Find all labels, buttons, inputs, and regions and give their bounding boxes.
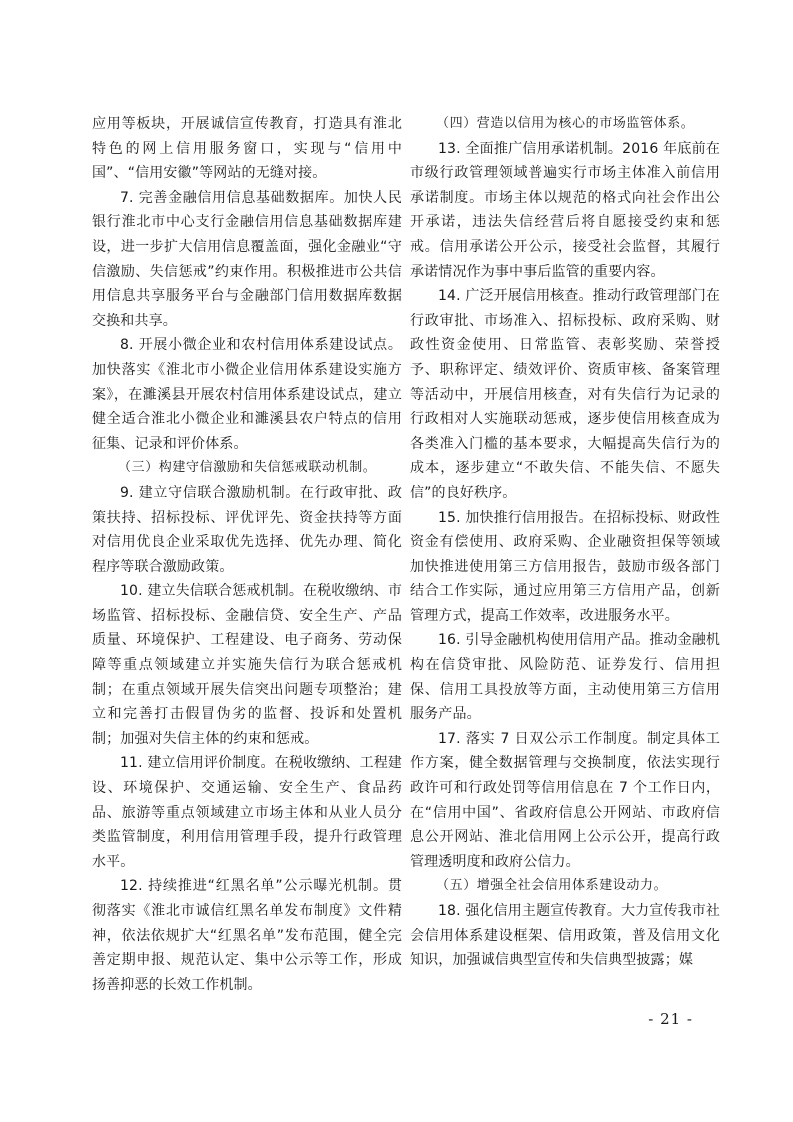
item-17: 17. 落实 7 日双公示工作制度。制定具体工作方案，健全数据管理与交换制度，依法实现行政许可和行政处罚等信用信息在 7 个工作日内，在“信用中国”、省政府信息公开网站、市政府信息公开网站、淮北信用网上公示公开，提高行政管理透明度和政府公信力。: [410, 730, 720, 870]
page-number: - 21 -: [648, 1010, 693, 1028]
item-18: 18. 强化信用主题宣传教育。大力宣传我市社会信用体系建设框架、信用政策，普及信用文化知识，加强诚信典型宣传和失信典型披露；媒: [410, 903, 721, 969]
section-heading-4: （四）营造以信用为核心的市场监管体系。: [436, 116, 695, 131]
section-heading-5: （五）增强全社会信用体系建设动力。: [436, 878, 668, 894]
item-12: 12. 持续推进“红黑名单”公示曝光机制。贯彻落实《淮北市诚信红黑名单发布制度》文件精神，依法依规扩大“红黑名单”发布范围，健全完善定期申报、规范认定、集中公示等工作，形成扬善抑恶的长效工作机制。: [92, 878, 402, 993]
item-11: 11. 建立信用评价制度。在税收缴纳、工程建设、环境保护、交通运输、安全生产、食品药品、旅游等重点领域建立市场主体和从业人员分类监管制度，利用信用管理手段，提升行政管理水平。: [92, 755, 403, 870]
right-column: [410, 112, 720, 973]
item-14: 14. 广泛开展信用核查。推动行政管理部门在行政审批、市场准入、招标投标、政府采购、财政性资金使用、日常监管、表彰奖励、荣誉授予、职称评定、绩效评价、资质审核、备案管理等活动中，开展信用核查，对有失信行为记录的行政相对人实施联动惩戒，逐步使信用核查成为各类准入门槛的基本要求，大幅提高失信行为的成本，逐步建立“不敢失信、不能失信、不愿失信”的良好秩序。: [410, 288, 721, 501]
left-column: [92, 112, 402, 997]
item-9: 9. 建立守信联合激励机制。在行政审批、政策扶持、招标投标、评优评先、资金扶持等方面对信用优良企业采取优先选择、优先办理、简化程序等联合激励政策。: [92, 484, 402, 575]
item-13: 13. 全面推广信用承诺机制。2016 年底前在市级行政管理领域普遍实行市场主体准入前信用承诺制度。市场主体以规范的格式向社会作出公开承诺，违法失信经营后将自愿接受约束和惩戒。信用承诺公开公示，接受社会监督，其履行承诺情况作为事中事后监管的重要内容。: [410, 140, 720, 280]
item-7: 7. 完善金融信用信息基础数据库。加快人民银行淮北市中心支行金融信用信息基础数据库建设，进一步扩大信用信息覆盖面，强化金融业“守信激励、失信惩戒”约束作用。积极推进市公共信用信息共享服务平台与金融部门信用数据库数据交换和共享。: [92, 189, 402, 329]
item-10: 10. 建立失信联合惩戒机制。在税收缴纳、市场监管、招标投标、金融信贷、安全生产、产品质量、环境保护、工程建设、电子商务、劳动保障等重点领域建立并实施失信行为联合惩戒机制；在重点领域开展失信突出问题专项整治；建立和完善打击假冒伪劣的监督、投诉和处置机制；加强对失信主体的约束和惩戒。: [92, 583, 403, 747]
item-16: 16. 引导金融机构使用信用产品。推动金融机构在信贷审批、风险防范、证券发行、信用担保、信用工具投放等方面，主动使用第三方信用服务产品。: [410, 632, 721, 723]
paragraph-continuation: 应用等板块，开展诚信宣传教育，打造具有淮北特色的网上信用服务窗口，实现与“信用中国”、“信用安徽”等网站的无缝对接。: [92, 116, 402, 182]
section-heading-3: （三）构建守信激励和失信惩戒联动机制。: [118, 460, 377, 476]
item-15: 15. 加快推行信用报告。在招标投标、财政性资金有偿使用、政府采购、企业融资担保等领域加快推进使用第三方信用报告，鼓励市级各部门结合工作实际，通过应用第三方信用产品，创新管理方式，提高工作效率，改进服务水平。: [410, 509, 721, 624]
item-8: 8. 开展小微企业和农村信用体系建设试点。加快落实《淮北市小微企业信用体系建设实施方案》，在濉溪县开展农村信用体系建设试点，建立健全适合淮北小微企业和濉溪县农户特点的信用征集、记录和评价体系。: [92, 337, 402, 452]
